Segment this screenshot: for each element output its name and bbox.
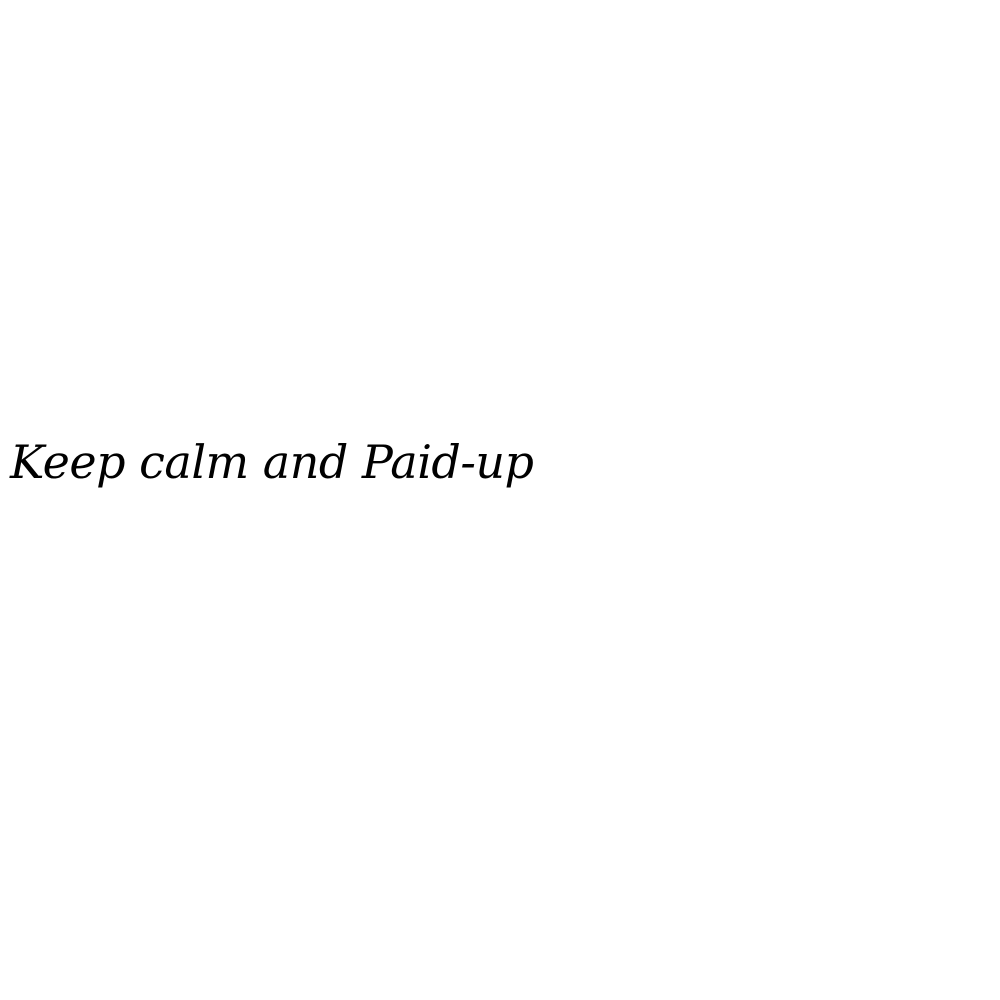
slogan-text: Keep calm and Paid-up [10, 435, 534, 489]
